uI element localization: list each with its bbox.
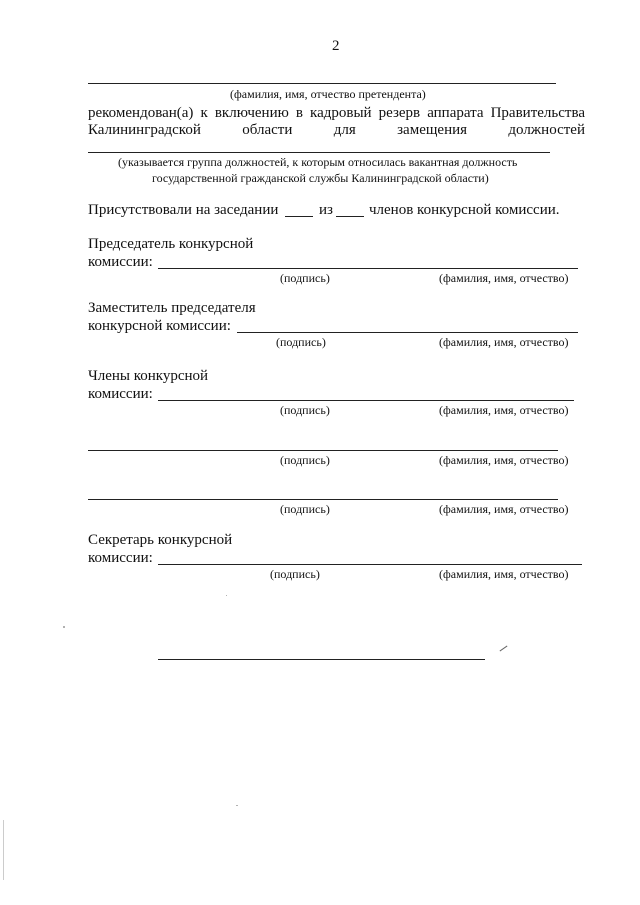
secretary-name-caption: (фамилия, имя, отчество) [439,567,569,581]
deputy-label-1: Заместитель председателя [88,300,256,316]
recommend-word: Калининградской [88,122,201,138]
present-count-blank [285,216,313,217]
members-label-2: комиссии: [88,386,153,402]
members-label-1: Члены конкурсной [88,368,209,384]
chairman-signature-line [158,268,578,269]
candidate-name-line [88,83,556,84]
member-3-name-caption: (фамилия, имя, отчество) [439,502,569,516]
member-2-signature-caption: (подпись) [280,453,330,467]
secretary-label-2: комиссии: [88,550,153,566]
recommend-word: для [333,122,356,138]
present-prefix: Присутствовали на заседании [88,202,279,218]
recommend-line-2 [88,122,585,139]
closing-divider [158,659,485,660]
member-1-signature-caption: (подпись) [280,403,330,417]
position-group-line [88,152,550,153]
candidate-caption: (фамилия, имя, отчество претендента) [230,87,426,101]
scan-mark [500,646,508,652]
present-suffix: членов конкурсной комиссии. [369,202,560,218]
chairman-name-caption: (фамилия, имя, отчество) [439,271,569,285]
member-2-name-caption: (фамилия, имя, отчество) [439,453,569,467]
member-1-name-caption: (фамилия, имя, отчество) [439,403,569,417]
member-3-signature-caption: (подпись) [280,502,330,516]
member-1-signature-line [158,400,574,401]
page-number: 2 [332,38,340,54]
secretary-signature-caption: (подпись) [270,567,320,581]
member-3-signature-line [88,499,558,500]
deputy-signature-line [237,332,578,333]
deputy-signature-caption: (подпись) [276,335,326,349]
recommend-line-1: рекомендован(а) к включению в кадровый резерв аппарата Правительства [88,105,585,121]
recommend-word: должностей [508,122,585,138]
member-2-signature-line [88,450,558,451]
group-caption-1: (указывается группа должностей, к которым относилась вакантная должность [118,155,518,169]
secretary-signature-line [158,564,582,565]
recommend-word: замещения [397,122,468,138]
scan-speck [236,805,238,806]
chairman-label-2: комиссии: [88,254,153,270]
deputy-label-2: конкурсной комиссии: [88,318,231,334]
scan-speck [226,595,227,596]
deputy-name-caption: (фамилия, имя, отчество) [439,335,569,349]
total-count-blank [336,216,364,217]
secretary-label-1: Секретарь конкурсной [88,532,233,548]
recommend-word: области [242,122,293,138]
scan-edge-mark [3,820,4,880]
group-caption-2: государственной гражданской службы Калининградской области) [152,171,489,185]
scan-speck [63,626,65,628]
chairman-signature-caption: (подпись) [280,271,330,285]
chairman-label-1: Председатель конкурсной [88,236,254,252]
present-mid: из [319,202,333,218]
